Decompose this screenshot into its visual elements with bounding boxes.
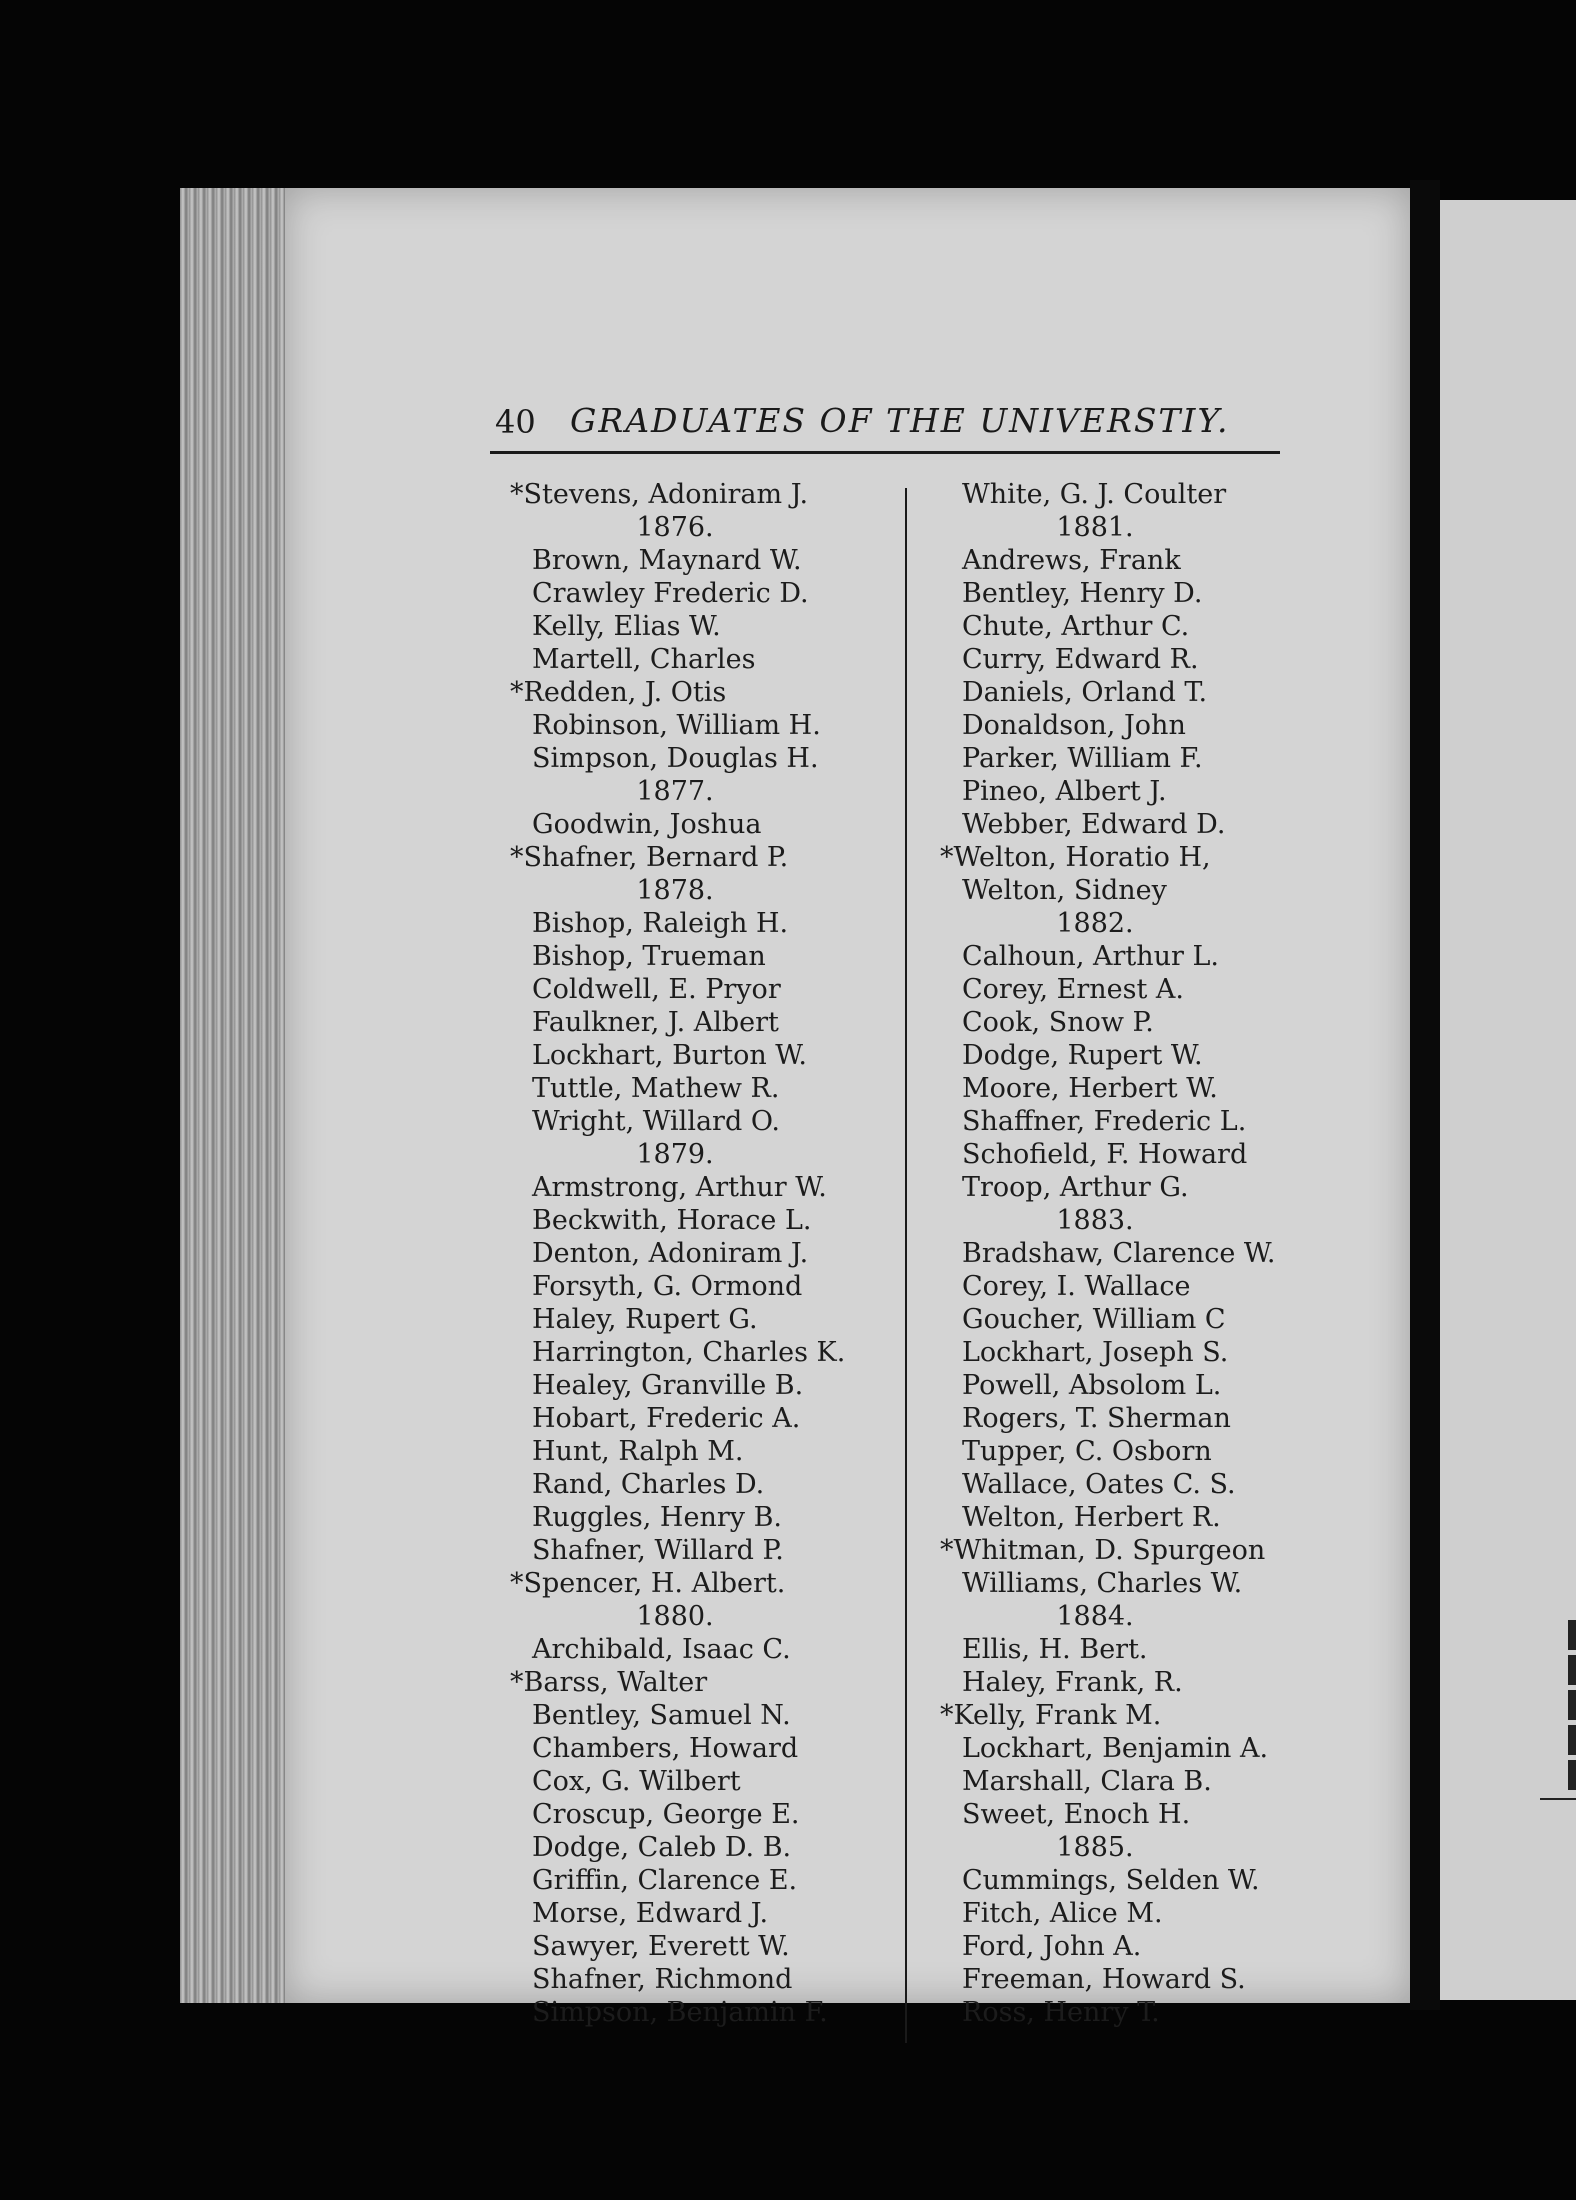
year-heading: 1880. xyxy=(636,1601,714,1632)
graduate-name: Lockhart, Burton W. xyxy=(532,1040,807,1071)
facing-page-text-fragment xyxy=(1568,1620,1576,1650)
graduate-name: Coldwell, E. Pryor xyxy=(532,974,781,1005)
graduate-name: Archibald, Isaac C. xyxy=(532,1634,791,1665)
graduate-name: Ruggles, Henry B. xyxy=(532,1502,783,1533)
graduate-name: Forsyth, G. Ormond xyxy=(532,1271,803,1302)
page-number: 40 xyxy=(495,403,536,441)
graduate-name: *Welton, Horatio H, xyxy=(940,842,1211,873)
year-heading: 1885. xyxy=(1056,1832,1134,1863)
graduate-name: Bentley, Henry D. xyxy=(962,578,1203,609)
graduate-name: Simpson, Benjamin F. xyxy=(532,1997,828,2028)
graduate-name: Tuttle, Mathew R. xyxy=(532,1073,780,1104)
graduate-name: Corey, I. Wallace xyxy=(962,1271,1191,1302)
year-heading: 1877. xyxy=(636,776,714,807)
graduate-name: Curry, Edward R. xyxy=(962,644,1199,675)
graduate-name: *Barss, Walter xyxy=(510,1667,708,1698)
graduate-name: Ellis, H. Bert. xyxy=(962,1634,1148,1665)
graduate-name: Shafner, Richmond xyxy=(532,1964,793,1995)
page-edges xyxy=(180,188,290,2003)
graduate-name: Shafner, Willard P. xyxy=(532,1535,784,1566)
graduate-name: Rogers, T. Sherman xyxy=(962,1403,1231,1434)
graduate-name: Parker, William F. xyxy=(962,743,1203,774)
graduate-name: Martell, Charles xyxy=(532,644,756,675)
graduate-name: Calhoun, Arthur L. xyxy=(962,941,1220,972)
graduate-name: Welton, Herbert R. xyxy=(962,1502,1221,1533)
left-column xyxy=(510,478,950,2029)
facing-page-rule xyxy=(1540,1798,1576,1800)
graduate-name: Troop, Arthur G. xyxy=(962,1172,1189,1203)
graduate-name: White, G. J. Coulter xyxy=(962,479,1227,510)
year-heading: 1883. xyxy=(1056,1205,1134,1236)
graduate-name: Hobart, Frederic A. xyxy=(532,1403,801,1434)
graduate-name: Tupper, C. Osborn xyxy=(962,1436,1212,1467)
graduate-name: Shaffner, Frederic L. xyxy=(962,1106,1247,1137)
graduate-name: Denton, Adoniram J. xyxy=(532,1238,809,1269)
graduate-name: Robinson, William H. xyxy=(532,710,821,741)
year-heading: 1878. xyxy=(636,875,714,906)
graduate-name: Cummings, Selden W. xyxy=(962,1865,1260,1896)
graduate-name: Bishop, Raleigh H. xyxy=(532,908,789,939)
running-head: GRADUATES OF THE UNIVERSTIY. xyxy=(570,401,1230,440)
graduate-name: Wallace, Oates C. S. xyxy=(962,1469,1236,1500)
graduate-name: Crawley Frederic D. xyxy=(532,578,809,609)
graduate-name: *Whitman, D. Spurgeon xyxy=(940,1535,1266,1566)
graduate-name: Rand, Charles D. xyxy=(532,1469,765,1500)
graduate-name: Armstrong, Arthur W. xyxy=(532,1172,827,1203)
year-heading: 1881. xyxy=(1056,512,1134,543)
graduate-name: Williams, Charles W. xyxy=(962,1568,1243,1599)
right-column xyxy=(940,478,1380,2029)
graduate-name: Dodge, Rupert W. xyxy=(962,1040,1203,1071)
graduate-name: Bentley, Samuel N. xyxy=(532,1700,791,1731)
graduate-name: Sawyer, Everett W. xyxy=(532,1931,790,1962)
graduate-name: Chambers, Howard xyxy=(532,1733,799,1764)
graduate-name: *Stevens, Adoniram J. xyxy=(510,479,809,510)
book-page xyxy=(285,188,1410,2028)
graduate-name: Schofield, F. Howard xyxy=(962,1139,1248,1170)
graduate-name: Powell, Absolom L. xyxy=(962,1370,1222,1401)
graduate-name: Goucher, William C xyxy=(962,1304,1226,1335)
graduate-name: Fitch, Alice M. xyxy=(962,1898,1163,1929)
book-gutter xyxy=(1410,180,1440,2010)
graduate-name: Sweet, Enoch H. xyxy=(962,1799,1191,1830)
graduate-name: Corey, Ernest A. xyxy=(962,974,1184,1005)
graduate-name: Goodwin, Joshua xyxy=(532,809,762,840)
page-header xyxy=(495,393,1295,453)
graduate-name: Haley, Frank, R. xyxy=(962,1667,1183,1698)
graduate-name: Hunt, Ralph M. xyxy=(532,1436,744,1467)
year-heading: 1879. xyxy=(636,1139,714,1170)
graduate-name: Bishop, Trueman xyxy=(532,941,766,972)
facing-page-fragment xyxy=(1440,200,1576,2000)
graduate-name: Pineo, Albert J. xyxy=(962,776,1167,807)
graduate-name: *Redden, J. Otis xyxy=(510,677,727,708)
graduate-name: *Kelly, Frank M. xyxy=(940,1700,1162,1731)
graduate-name: Chute, Arthur C. xyxy=(962,611,1190,642)
facing-page-text-fragment xyxy=(1568,1655,1576,1685)
graduate-name: Ford, John A. xyxy=(962,1931,1142,1962)
graduate-name: Andrews, Frank xyxy=(962,545,1181,576)
graduate-name: Healey, Granville B. xyxy=(532,1370,804,1401)
graduate-name: Lockhart, Joseph S. xyxy=(962,1337,1229,1368)
graduate-name: Brown, Maynard W. xyxy=(532,545,802,576)
year-heading: 1876. xyxy=(636,512,714,543)
graduate-name: Kelly, Elias W. xyxy=(532,611,721,642)
graduate-name: *Spencer, H. Albert. xyxy=(510,1568,786,1599)
graduate-name: Welton, Sidney xyxy=(962,875,1167,906)
graduate-name: Marshall, Clara B. xyxy=(962,1766,1212,1797)
graduate-name: Ross, Henry T. xyxy=(962,1997,1160,2028)
graduate-name: Donaldson, John xyxy=(962,710,1186,741)
facing-page-text-fragment xyxy=(1568,1760,1576,1790)
graduate-name: Freeman, Howard S. xyxy=(962,1964,1246,1995)
graduate-name: Croscup, George E. xyxy=(532,1799,800,1830)
graduate-name: Harrington, Charles K. xyxy=(532,1337,846,1368)
year-heading: 1882. xyxy=(1056,908,1134,939)
graduate-name: Simpson, Douglas H. xyxy=(532,743,819,774)
graduate-name: *Shafner, Bernard P. xyxy=(510,842,789,873)
graduate-name: Cook, Snow P. xyxy=(962,1007,1154,1038)
graduate-name: Daniels, Orland T. xyxy=(962,677,1208,708)
graduate-name: Griffin, Clarence E. xyxy=(532,1865,798,1896)
facing-page-text-fragment xyxy=(1568,1690,1576,1720)
graduate-name: Wright, Willard O. xyxy=(532,1106,780,1137)
year-heading: 1884. xyxy=(1056,1601,1134,1632)
graduate-name: Faulkner, J. Albert xyxy=(532,1007,779,1038)
graduate-name: Lockhart, Benjamin A. xyxy=(962,1733,1269,1764)
graduate-name: Beckwith, Horace L. xyxy=(532,1205,812,1236)
header-rule xyxy=(490,451,1280,454)
graduate-name: Dodge, Caleb D. B. xyxy=(532,1832,792,1863)
graduate-name: Haley, Rupert G. xyxy=(532,1304,758,1335)
graduate-name: Morse, Edward J. xyxy=(532,1898,769,1929)
graduate-name: Bradshaw, Clarence W. xyxy=(962,1238,1276,1269)
graduate-name: Cox, G. Wilbert xyxy=(532,1766,741,1797)
graduate-name: Webber, Edward D. xyxy=(962,809,1226,840)
graduate-name: Moore, Herbert W. xyxy=(962,1073,1218,1104)
facing-page-text-fragment xyxy=(1568,1725,1576,1755)
